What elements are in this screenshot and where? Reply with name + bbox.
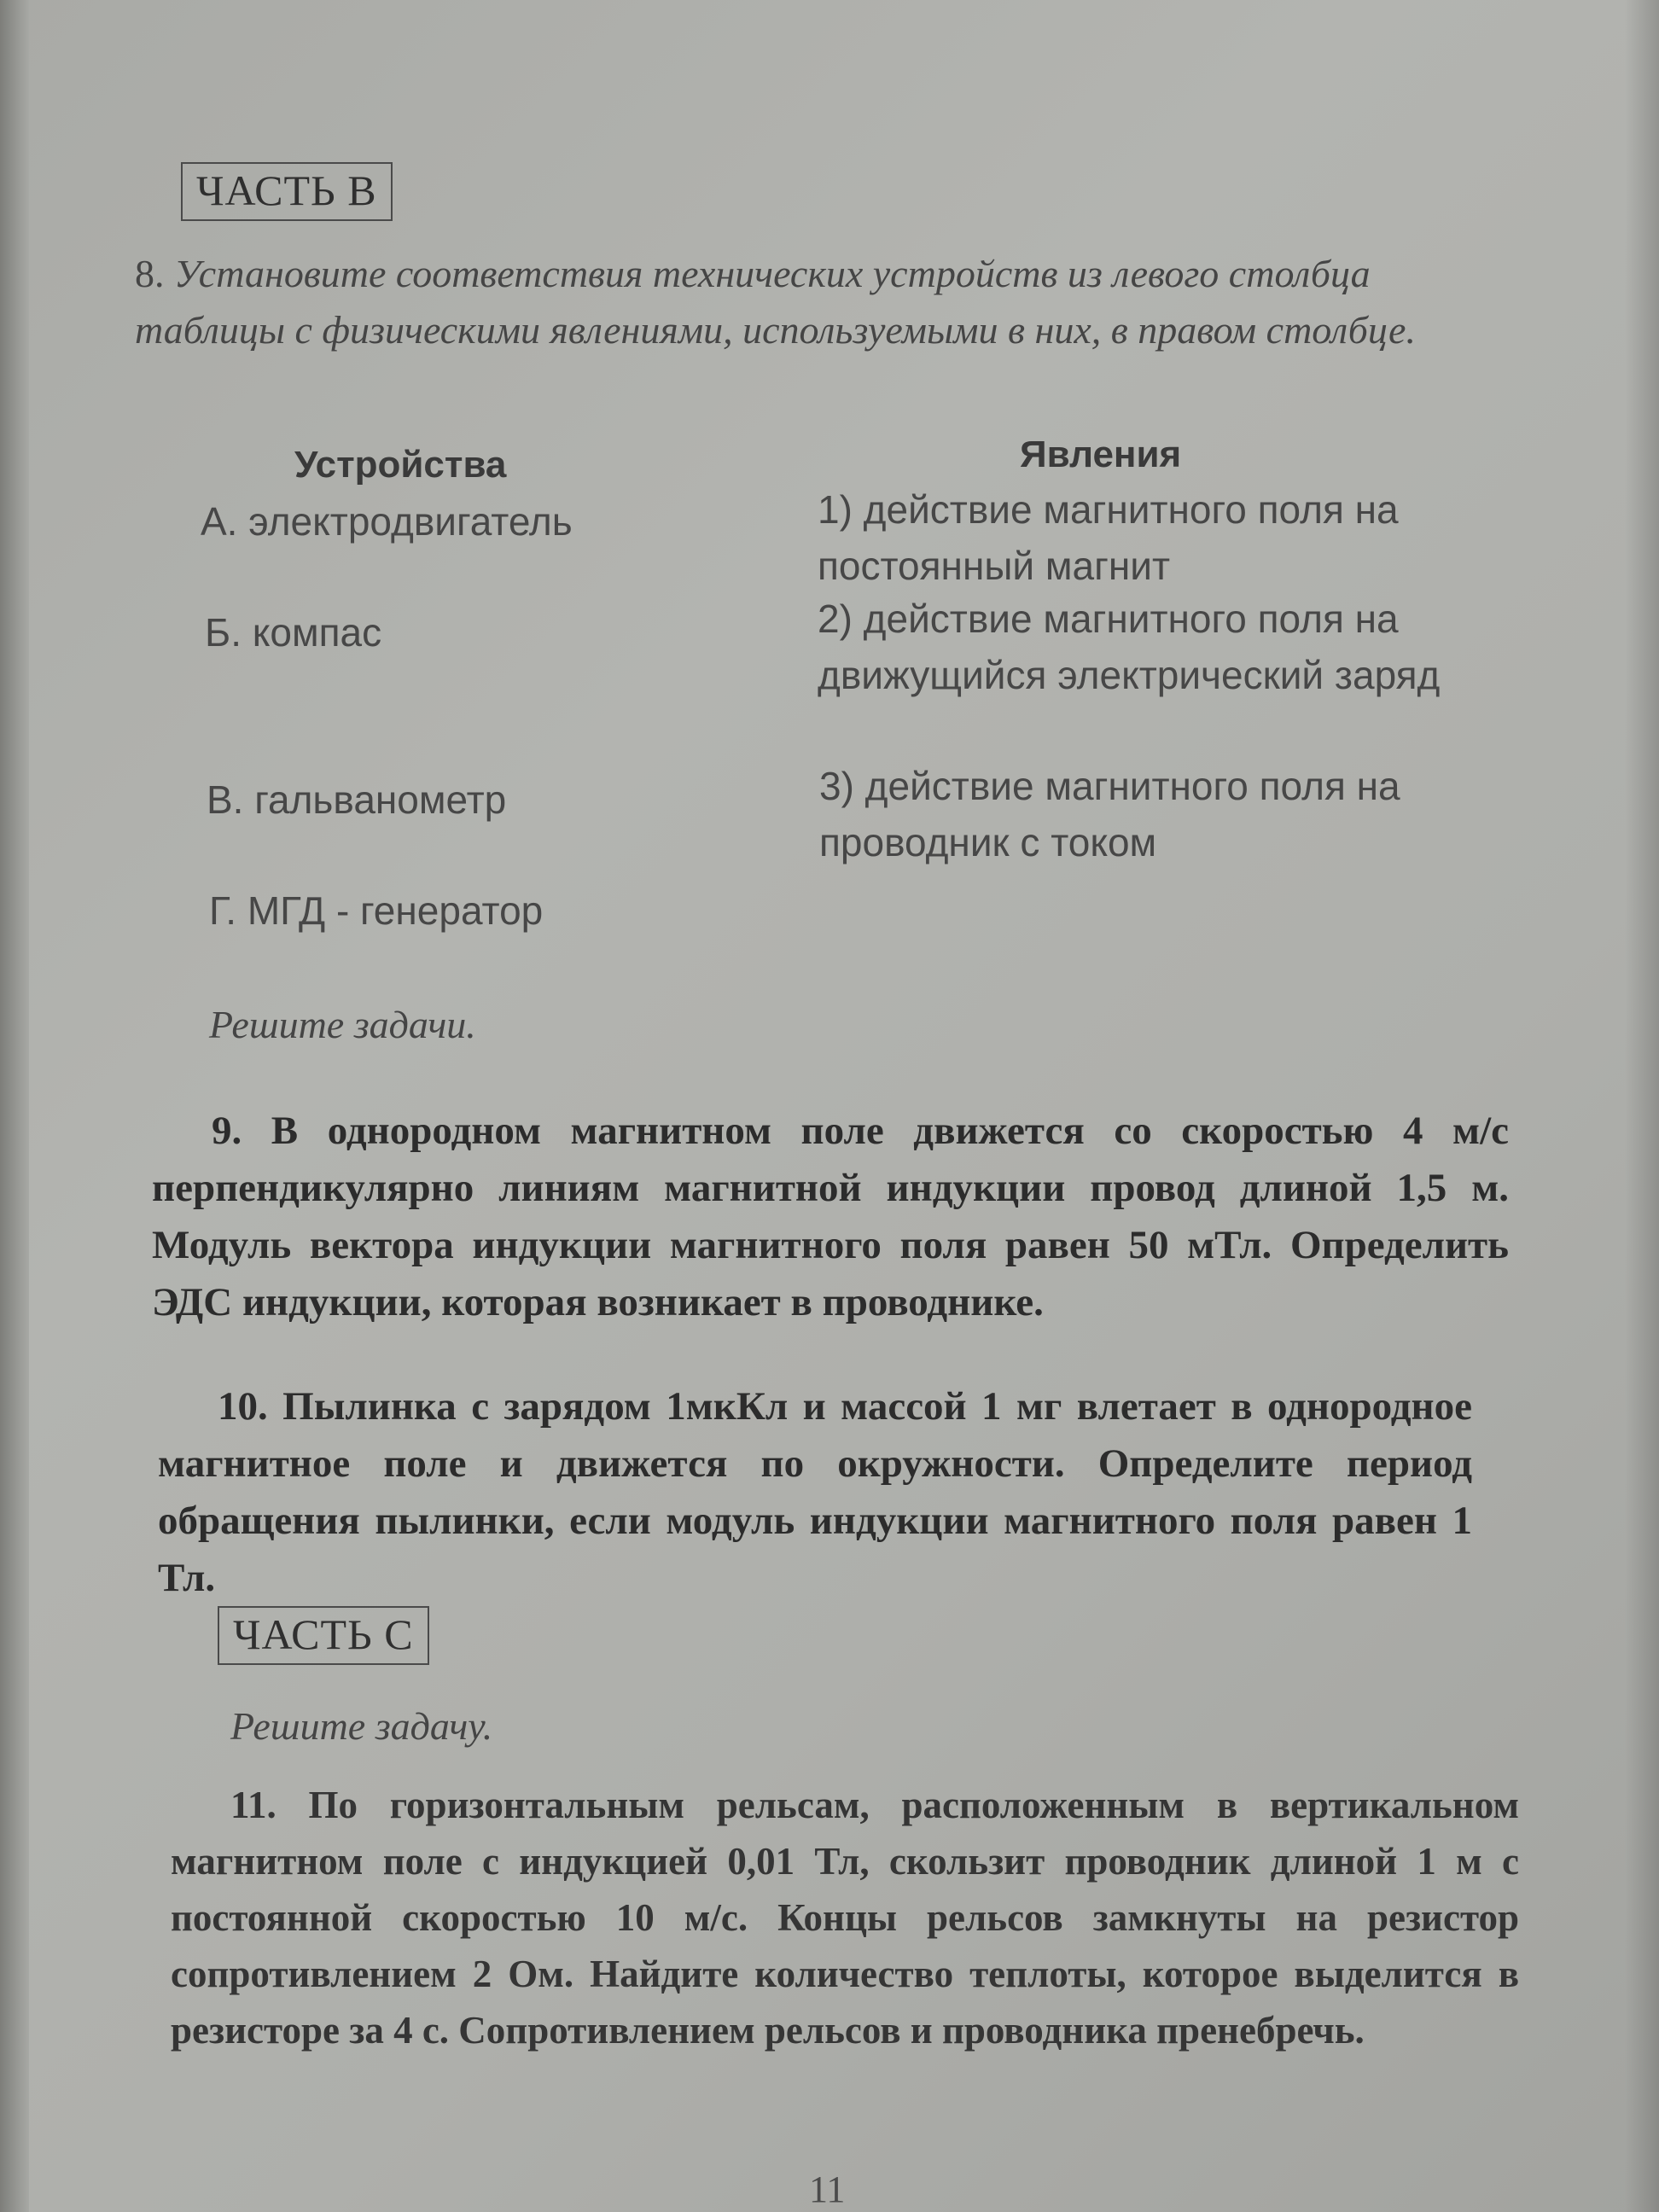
page-number: 11 <box>809 2168 846 2210</box>
task-9-text: 9. В однородном магнитном поле движется со скоростью 4 м/с перпендикулярно линиям магнитной индукции провод длиной 1,5 м. Модуль вектора индукции магнитного поля равен 50 мТл. Определить ЭДС индукции, которая возникает в проводнике. <box>152 1109 1509 1324</box>
task-11-text: 11. По горизонтальным рельсам, расположенным в вертикальном магнитном поле с индукцией 0,01 Тл, скользит проводник длиной 1 м с постоянной скоростью 10 м/с. Концы рельсов замкнуты на резистор сопротивлением 2 Ом. Найдите количество теплоты, которое выделится в резисторе за 4 с. Сопротивлением рельсов и проводника пренебречь. <box>171 1784 1519 2052</box>
device-item-g: Г. МГД - генератор <box>209 888 544 933</box>
solve-tasks-instruction: Решите задачи. <box>209 1003 476 1046</box>
task-10 <box>158 1378 1472 1607</box>
device-item-b: Б. компас <box>205 610 382 655</box>
phenomenon-item-1: 1) действие магнитного поля на постоянный магнит <box>818 487 1399 588</box>
task-9 <box>152 1103 1509 1331</box>
part-c-heading: ЧАСТЬ С <box>218 1606 429 1665</box>
task-10-text: 10. Пылинка с зарядом 1мкКл и массой 1 мг влетает в однородное магнитное поле и движется по окружности. Определите период обращения пылинки, если модуль индукции магнитного поля равен 1 Тл. <box>158 1384 1472 1600</box>
phenomena-column-header: Явления <box>1020 434 1182 475</box>
task-8-number: 8. <box>135 252 165 295</box>
solve-task-instruction: Решите задачу. <box>230 1704 493 1748</box>
task-8-instruction <box>135 246 1500 358</box>
phenomenon-item-3: 3) действие магнитного поля на проводник с током <box>819 764 1400 864</box>
page-edge-shadow <box>1625 0 1659 2212</box>
devices-column-header: Устройства <box>294 444 507 486</box>
device-item-a: А. электродвигатель <box>201 499 573 544</box>
phenomenon-item-2: 2) действие магнитного поля на движущийся электрический заряд <box>818 597 1441 697</box>
task-8-text: Установите соответствия технических устройств из левого столбца таблицы с физическими явлениями, используемыми в них, в правом столбце. <box>135 252 1416 352</box>
device-item-v: В. гальванометр <box>207 777 507 822</box>
task-11 <box>171 1777 1519 2058</box>
page-binding-shadow <box>0 0 29 2212</box>
part-b-heading: ЧАСТЬ В <box>181 162 393 221</box>
